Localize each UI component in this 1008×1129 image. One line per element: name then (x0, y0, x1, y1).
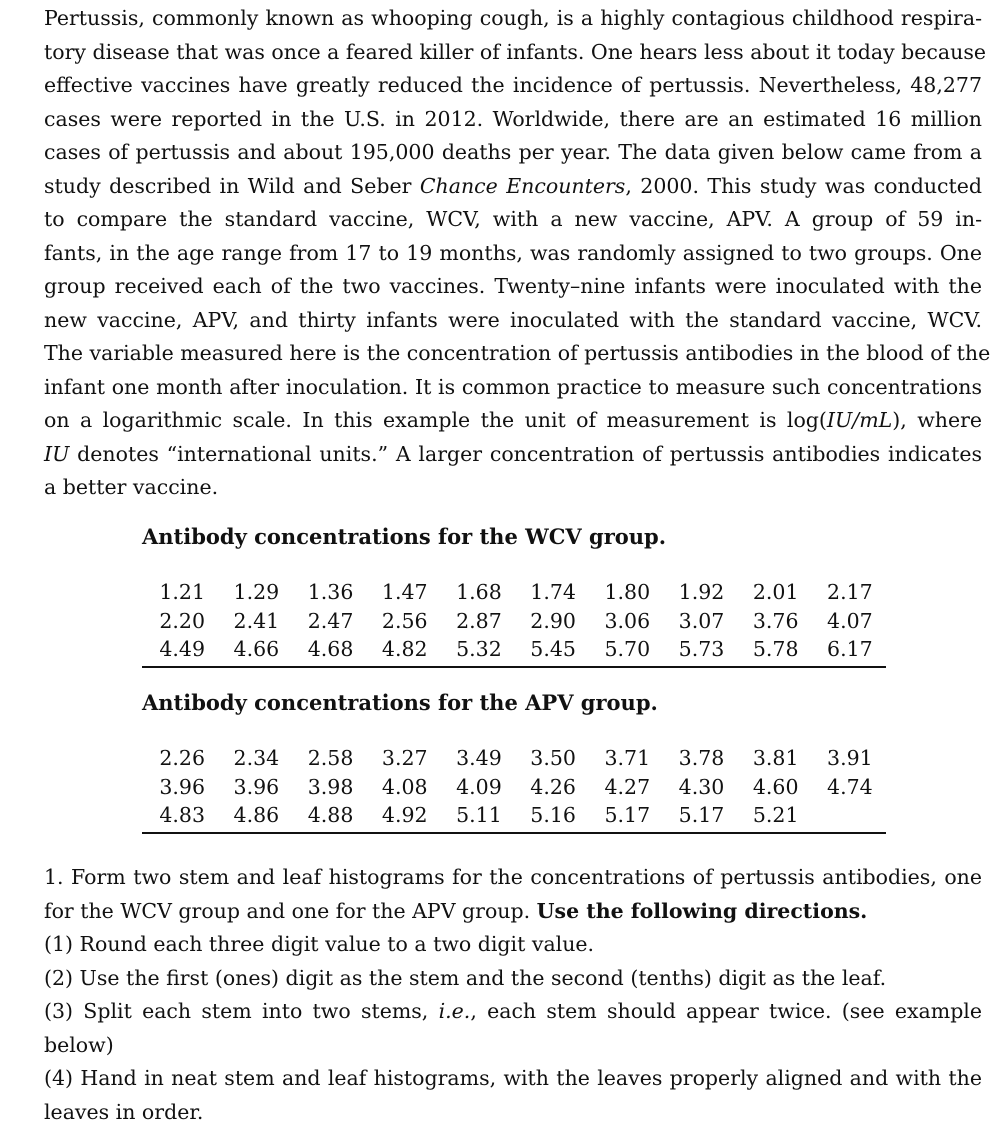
table-cell: 3.27 (381, 746, 428, 770)
intro-line: tory disease that was once a feared killer of infants. One hears less about it today because (44, 39, 986, 64)
table-cell: 5.11 (456, 803, 502, 827)
unit-math: IU/mL (826, 408, 893, 432)
table-cell: 5.32 (456, 637, 502, 661)
intro-line: cases of pertussis and about 195,000 deaths per year. The data given below came from a (44, 140, 982, 164)
direction-step-3-cont: below) (44, 1032, 114, 1057)
table-cell: 4.08 (381, 774, 428, 799)
table-row (142, 803, 886, 832)
table-cell: 4.60 (752, 774, 799, 799)
table-cell: 4.26 (530, 774, 576, 799)
table-cell: 5.78 (752, 637, 799, 661)
table-cell: 3.49 (456, 746, 502, 770)
intro-line (44, 170, 982, 204)
intro-text: on a logarithmic scale. In this example the unit of measurement is log( (44, 408, 827, 432)
table-cell: 4.92 (381, 803, 428, 827)
direction-step-4-cont: leaves in order. (44, 1099, 204, 1124)
table-cell: 3.96 (159, 774, 205, 799)
table-row (142, 580, 886, 609)
intro-line: infant one month after inoculation. It is common practice to measure such concentrations (44, 374, 982, 399)
table-cell: 4.68 (307, 637, 354, 661)
table-cell: 1.21 (159, 580, 205, 604)
table-cell: 4.27 (604, 774, 651, 799)
table-cell: 5.16 (530, 803, 576, 827)
table-cell: 2.01 (752, 580, 799, 604)
intro-line: fants, in the age range from 17 to 19 months, was randomly assigned to two groups. One (44, 240, 982, 265)
question-block (44, 861, 982, 1129)
table-cell: 2.90 (530, 608, 576, 633)
table-cell: 3.81 (752, 746, 799, 770)
intro-line: a better vaccine. (44, 475, 219, 499)
table-cell: 1.74 (530, 580, 576, 604)
book-title: Chance Encounters (419, 173, 626, 198)
intro-line: new vaccine, APV, and thirty infants were inoculated with the standard vaccine, WCV. (44, 307, 982, 332)
unit-math: IU (44, 441, 70, 466)
question-text: for the WCV group and one for the APV group. (44, 898, 537, 923)
table-cell: 4.30 (678, 774, 725, 799)
intro-line (44, 404, 982, 438)
intro-paragraph (44, 2, 991, 505)
intro-line: group received each of the two vaccines. Twenty–nine infants were inoculated with the (44, 274, 982, 298)
table-cell: 4.86 (233, 803, 280, 827)
table-cell: 4.83 (159, 803, 205, 827)
table-row (142, 775, 886, 804)
intro-line: The variable measured here is the concentration of pertussis antibodies in the blood of the (44, 341, 991, 365)
step-ie: i.e. (438, 999, 471, 1023)
intro-text: denotes “international units.” A larger concentration of pertussis antibodies indicates (69, 441, 982, 466)
table-cell: 3.76 (752, 608, 799, 633)
table-cell: 2.17 (827, 580, 873, 604)
table-cell: 4.66 (233, 637, 280, 661)
intro-line: effective vaccines have greatly reduced the incidence of pertussis. Nevertheless, 48,277 (44, 73, 982, 97)
apv-heading: Antibody concentrations for the APV group. (142, 690, 658, 715)
direction-step-3 (44, 995, 982, 1029)
intro-line: cases were reported in the U.S. in 2012. Worldwide, there are an estimated 16 million (44, 106, 982, 131)
table-cell: 1.29 (233, 580, 280, 604)
table-row (142, 609, 886, 638)
table-cell: 3.96 (233, 774, 280, 799)
table-cell: 3.50 (530, 746, 576, 770)
table-cell: 3.91 (827, 746, 873, 770)
table-cell: 5.45 (530, 637, 576, 661)
intro-text: , 2000. This study was conducted (625, 173, 982, 198)
table-cell: 4.49 (159, 637, 205, 661)
table-cell: 1.80 (604, 580, 651, 604)
table-row (142, 637, 886, 666)
step-text: (3) Split each stem into two stems, (44, 999, 439, 1023)
table-cell: 3.71 (604, 746, 651, 770)
table-cell: 5.17 (604, 803, 651, 827)
table-cell: 5.17 (678, 803, 725, 827)
table-cell: 5.21 (752, 803, 799, 827)
step-text: , each stem should appear twice. (see example (470, 999, 982, 1023)
table-cell: 2.47 (307, 608, 354, 633)
wcv-table (142, 580, 886, 668)
table-cell: 2.58 (307, 746, 354, 770)
table-cell: 4.88 (307, 803, 354, 827)
table-cell: 2.26 (159, 746, 205, 770)
table-cell: 3.07 (678, 608, 725, 633)
wcv-heading: Antibody concentrations for the WCV group. (142, 524, 667, 549)
question-line (44, 895, 982, 929)
intro-line: Pertussis, commonly known as whooping cough, is a highly contagious childhood respira- (44, 6, 982, 30)
intro-line (44, 438, 982, 472)
table-cell: 1.68 (456, 580, 502, 604)
table-cell: 3.78 (678, 746, 725, 770)
table-cell: 5.70 (604, 637, 651, 661)
intro-text: ), where (892, 408, 983, 432)
table-cell: 3.06 (604, 608, 651, 633)
intro-line: to compare the standard vaccine, WCV, with a new vaccine, APV. A group of 59 in- (44, 207, 982, 231)
table-cell: 2.20 (159, 608, 205, 633)
table-cell: 2.56 (381, 608, 428, 633)
table-cell: 2.34 (233, 746, 280, 770)
table-row (142, 746, 886, 775)
table-cell: 4.07 (827, 608, 873, 633)
table-cell: 4.74 (827, 774, 873, 799)
table-cell: 2.41 (233, 608, 280, 633)
apv-table (142, 746, 886, 834)
table-cell: 4.82 (381, 637, 428, 661)
question-line: 1. Form two stem and leaf histograms for the concentrations of pertussis antibodies, one (44, 865, 982, 889)
table-cell: 1.47 (381, 580, 428, 604)
direction-step-2: (2) Use the first (ones) digit as the stem and the second (tenths) digit as the leaf. (44, 965, 887, 990)
table-cell (802, 803, 876, 832)
table-cell: 5.73 (678, 637, 725, 661)
table-cell: 6.17 (827, 637, 873, 661)
table-cell: 1.36 (307, 580, 354, 604)
direction-step-4: (4) Hand in neat stem and leaf histograms, with the leaves properly aligned and with the (44, 1066, 982, 1090)
table-cell: 1.92 (678, 580, 725, 604)
direction-step-1: (1) Round each three digit value to a two digit value. (44, 932, 595, 956)
table-cell: 2.87 (456, 608, 502, 633)
intro-text: study described in Wild and Seber (44, 173, 420, 198)
table-cell: 4.09 (456, 774, 502, 799)
table-cell: 3.98 (307, 774, 354, 799)
question-directions-label: Use the following directions. (536, 898, 868, 923)
